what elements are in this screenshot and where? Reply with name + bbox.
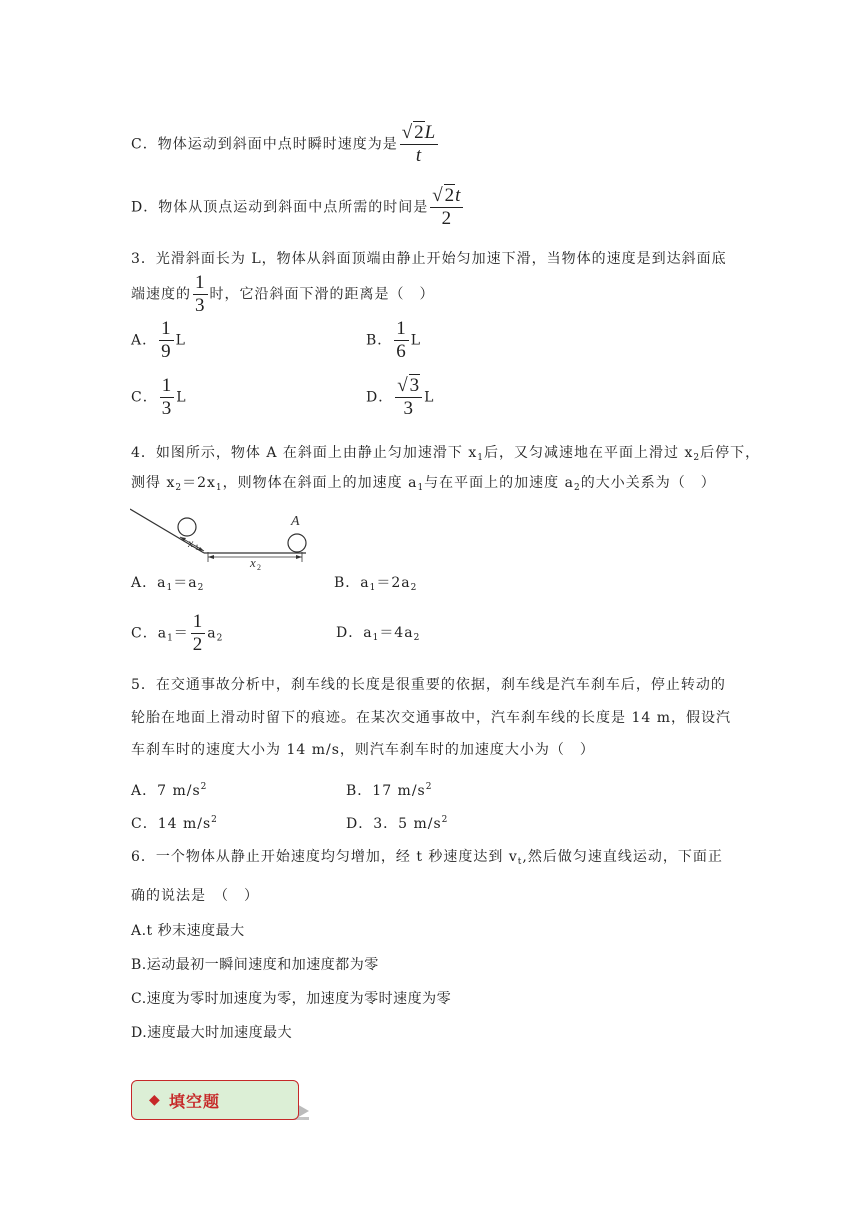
q3-option-c-num: 1 xyxy=(161,375,173,396)
q4-l1-sub1: 1 xyxy=(477,453,484,463)
q5-optB-sup: 2 xyxy=(425,782,433,792)
q5-option-d xyxy=(346,810,448,834)
q3-stem-line2 xyxy=(131,272,435,317)
q4-incline-figure xyxy=(130,505,310,571)
q3-option-d-fraction: $\frac{√3}{3}$ xyxy=(397,375,421,419)
q4-option-b xyxy=(334,573,417,598)
q4-l1-a: 4．如图所示，物体 A 在斜面上由静止匀加速滑下 x xyxy=(131,445,478,461)
q3-option-c-label: C． xyxy=(131,389,158,406)
q4-optC-s2: 2 xyxy=(216,633,224,644)
q4-l2-a: 测得 x xyxy=(131,475,176,491)
q4-optD-s1: 1 xyxy=(372,633,380,643)
q2-option-d-radicand: 2 xyxy=(444,185,456,206)
x2-arrow-start xyxy=(208,555,214,559)
q4-incline-svg xyxy=(130,505,310,571)
q4-l2-sub2: 1 xyxy=(215,483,223,493)
q4-l1-b: 后，又匀减速地在平面上滑过 x xyxy=(484,445,694,461)
q4-l2-sub1: 2 xyxy=(175,483,183,493)
q3-option-c-den: 3 xyxy=(161,398,173,419)
q4-optB-s1: 1 xyxy=(369,583,377,593)
figure-label-A: A xyxy=(291,514,300,529)
q3-stem-frac-num: 1 xyxy=(195,272,206,293)
q3-stem-fraction xyxy=(193,272,208,317)
q5-option-a xyxy=(131,777,207,801)
q4-l1-sub2: 2 xyxy=(693,453,701,463)
x2-arrow-end xyxy=(296,555,302,559)
q5-stem-line3: 车刹车时的速度大小为 14 m/s，则汽车刹车时的加速度大小为（ ） xyxy=(131,742,595,758)
q6-stem-line2: 确的说法是 （ ） xyxy=(131,888,259,904)
q5-optC-text: C．14 m/s xyxy=(131,816,212,832)
q4-optA-s1: 1 xyxy=(166,583,174,593)
q3-option-d-radicand: 3 xyxy=(409,375,421,396)
figure-label-x2: x xyxy=(250,555,256,570)
q4-option-a xyxy=(131,573,204,598)
q4-optB-s2: 2 xyxy=(410,583,418,593)
q5-optD-text: D．3．5 m/s xyxy=(346,816,442,832)
q2-option-c xyxy=(131,122,440,167)
q2-option-c-fraction: $\frac{√2L}{t}$ xyxy=(401,122,437,166)
q4-l2-c: ，则物体在斜面上的加速度 a xyxy=(222,475,418,491)
q4-l2-sub4: 2 xyxy=(573,483,581,493)
q4-optC-num: 1 xyxy=(192,611,204,632)
q4-optD-a: D．a xyxy=(336,625,373,641)
q6-option-a: A.t 秒末速度最大 xyxy=(131,923,245,939)
q3-option-a-den: 9 xyxy=(161,341,172,362)
q4-optB-mid: ＝2a xyxy=(376,575,411,591)
q5-option-c xyxy=(131,810,218,834)
q4-optC-a: C．a xyxy=(131,625,168,642)
q3-option-b-label: B． xyxy=(366,332,393,349)
q3-option-b xyxy=(366,318,421,363)
q4-l2-b: ＝2x xyxy=(182,475,216,491)
q4-optA-s2: 2 xyxy=(197,583,205,593)
q4-option-c xyxy=(131,611,223,661)
q4-optD-s2: 2 xyxy=(413,633,421,643)
q2-option-d-text: D．物体从顶点运动到斜面中点所需的时间是 xyxy=(131,199,429,216)
q6-l1-a: 6．一个物体从静止开始速度均匀增加，经 t 秒速度达到 v xyxy=(131,849,518,865)
q6-l1-b: ,然后做匀速直线运动，下面正 xyxy=(522,849,723,865)
q2-option-c-var: L xyxy=(424,122,437,143)
q2-option-d xyxy=(131,185,465,230)
q3-stem-line2-a: 端速度的 xyxy=(131,286,191,303)
q4-stem-line1 xyxy=(131,443,760,468)
q4-stem-line2 xyxy=(131,473,716,498)
q3-option-d-unit: L xyxy=(424,389,435,406)
q3-option-b-fraction xyxy=(394,318,409,363)
q3-stem-frac-den: 3 xyxy=(195,295,206,316)
q4-l2-d: 与在平面上的加速度 a xyxy=(424,475,574,491)
q5-option-b xyxy=(346,777,432,801)
q5-optA-text: A．7 m/s xyxy=(131,783,201,799)
q3-stem-line2-b: 时，它沿斜面下滑的距离是（ ） xyxy=(209,286,435,303)
q3-option-c-unit: L xyxy=(176,389,187,406)
q4-optD-mid: ＝4a xyxy=(379,625,414,641)
q4-optA-a: A．a xyxy=(131,575,167,591)
ball-on-incline xyxy=(178,518,196,536)
q4-optB-a: B．a xyxy=(334,575,370,591)
q3-option-c xyxy=(131,375,187,420)
q3-option-b-den: 6 xyxy=(396,341,407,362)
section-banner-fill-in xyxy=(131,1080,299,1120)
q6-option-d: D.速度最大时加速度最大 xyxy=(131,1025,293,1041)
q4-optC-den: 2 xyxy=(192,634,204,655)
q4-option-d xyxy=(336,623,420,648)
q3-option-a-fraction xyxy=(159,318,174,363)
q5-optD-sup: 2 xyxy=(441,815,449,825)
q3-option-d xyxy=(366,375,434,420)
q4-l2-sub3: 1 xyxy=(417,483,425,493)
q4-optC-s1: 1 xyxy=(167,633,174,644)
q4-optC-tail: a xyxy=(207,625,217,642)
q3-option-d-den: 3 xyxy=(403,398,414,419)
diamond-icon: ◆ xyxy=(149,1092,160,1108)
q6-option-c: C.速度为零时加速度为零，加速度为零时速度为零 xyxy=(131,991,452,1007)
q2-option-d-var: t xyxy=(455,185,462,206)
q3-stem-line1: 3．光滑斜面长为 L，物体从斜面顶端由静止开始匀加速下滑，当物体的速度是到达斜面底 xyxy=(131,251,727,267)
q4-optC-fraction xyxy=(191,611,206,656)
figure-label-x2-sub: 2 xyxy=(257,563,261,571)
section-title: 填空题 xyxy=(169,1092,221,1111)
q4-l2-e: 的大小关系为（ ） xyxy=(580,475,716,491)
q3-option-a xyxy=(131,318,186,363)
q5-stem-line1: 5．在交通事故分析中，刹车线的长度是很重要的依据，刹车线是汽车刹车后，停止转动的 xyxy=(131,677,726,693)
q6-option-b: B.运动最初一瞬间速度和加速度都为零 xyxy=(131,957,379,973)
q4-optC-mid: ＝ xyxy=(173,625,189,642)
q4-l1-c: 后停下， xyxy=(700,445,761,461)
ball-on-floor xyxy=(288,534,306,552)
q4-optA-mid: ＝a xyxy=(173,575,198,591)
q3-option-b-num: 1 xyxy=(396,318,407,339)
q5-optB-text: B．17 m/s xyxy=(346,783,426,799)
q2-option-c-text: C．物体运动到斜面中点时瞬时速度为是 xyxy=(131,136,398,153)
q3-option-c-fraction xyxy=(160,375,175,420)
q3-option-a-unit: L xyxy=(175,332,186,349)
q5-stem-line2: 轮胎在地面上滑动时留下的痕迹。在某次交通事故中，汽车刹车线的长度是 14 m，假设汽 xyxy=(131,710,731,726)
q5-optA-sup: 2 xyxy=(200,782,208,792)
q3-option-b-unit: L xyxy=(410,332,422,349)
figure-label-x1: x xyxy=(188,536,194,550)
q6-l1-sub: t xyxy=(517,857,523,867)
q5-optC-sup: 2 xyxy=(211,815,218,825)
q2-option-d-fraction: $\frac{√2t}{2}$ xyxy=(432,185,462,229)
q3-option-a-num: 1 xyxy=(161,318,172,339)
q2-option-c-den: t xyxy=(415,145,423,166)
figure-label-x1-sub: 1 xyxy=(195,543,199,552)
q3-option-d-label: D． xyxy=(366,389,394,406)
q2-option-d-den: 2 xyxy=(441,208,453,229)
q3-option-a-label: A． xyxy=(131,332,158,349)
q2-option-c-radicand: 2 xyxy=(414,122,425,143)
q6-stem-line1 xyxy=(131,847,723,872)
